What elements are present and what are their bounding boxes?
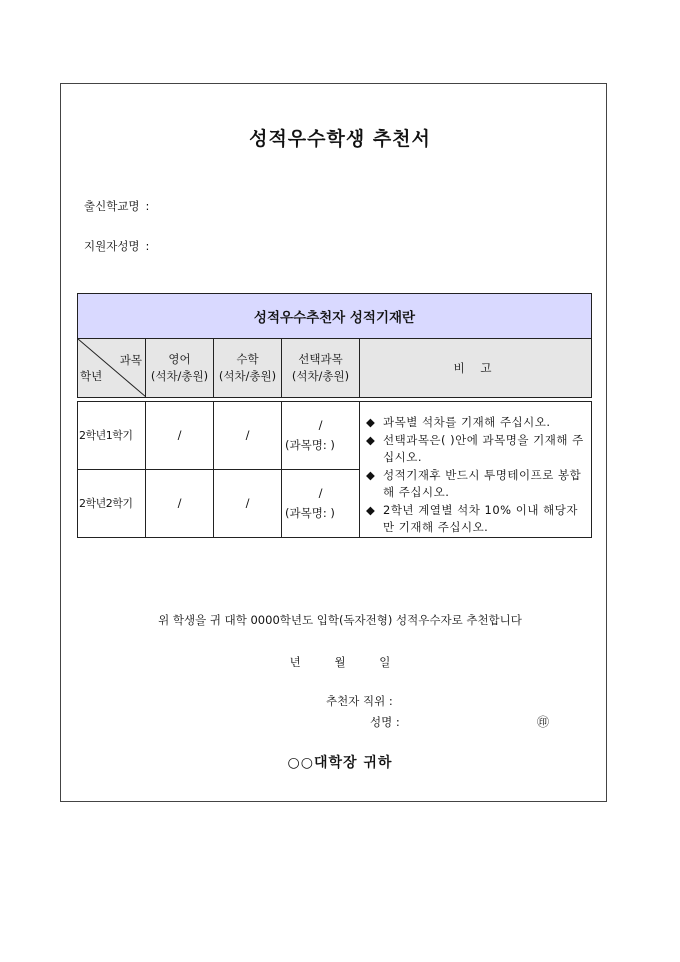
math-header-sub: (석차/총원) [218, 369, 277, 383]
note-text: 2학년 계열별 석차 10% 이내 해당자만 기재해 주십시오. [383, 502, 578, 534]
diamond-bullet-icon: ◆ [366, 502, 376, 517]
school-name-field [84, 198, 149, 214]
recommender-position-label: 추천자 직위 : [326, 694, 393, 708]
diamond-bullet-icon: ◆ [366, 432, 376, 447]
table-banner: 성적우수추천자 성적기재란 [78, 294, 592, 339]
table-row [78, 402, 592, 470]
diagonal-header-cell [78, 339, 146, 398]
note-text: 선택과목은( )안에 과목명을 기재해 주십시오. [383, 432, 584, 464]
note-text: 성적기재후 반드시 투명테이프로 봉합해 주십시오. [383, 467, 582, 499]
school-name-separator: : [145, 199, 150, 213]
elective-subject-name: (과목명: ) [285, 438, 335, 453]
applicant-name-field [84, 238, 149, 254]
day-label: 일 [379, 655, 391, 669]
year-label: 년 [289, 655, 301, 669]
grade-record-table [77, 293, 592, 538]
grade-axis-label: 학년 [80, 369, 103, 383]
diamond-bullet-icon: ◆ [366, 415, 376, 429]
diamond-bullet-icon: ◆ [366, 467, 376, 482]
math-rank-cell[interactable]: / [214, 469, 282, 537]
recommender-name-label: 성명 : [370, 715, 400, 729]
elective-rank-value: / [318, 486, 323, 501]
note-item [366, 432, 585, 467]
date-line [0, 654, 680, 670]
math-rank-cell[interactable]: / [214, 402, 282, 470]
elective-header-name: 선택과목 [298, 352, 343, 366]
english-header [146, 339, 214, 398]
applicant-name-separator: : [145, 239, 150, 253]
document-title: 성적우수학생 추천서 [249, 128, 431, 150]
note-text: 과목별 석차를 기재해 주십시오. [383, 415, 551, 429]
note-item [366, 414, 585, 432]
term-cell: 2학년2학기 [78, 469, 146, 537]
elective-header [282, 339, 360, 398]
applicant-name-label: 지원자성명 [84, 239, 140, 253]
elective-rank-cell[interactable] [282, 469, 360, 537]
remarks-notes [360, 402, 592, 538]
month-label: 월 [334, 655, 346, 669]
english-header-name: 영어 [168, 352, 191, 366]
elective-header-sub: (석차/총원) [291, 369, 350, 383]
english-rank-cell[interactable]: / [146, 402, 214, 470]
note-item [366, 502, 585, 537]
math-header [214, 339, 282, 398]
elective-rank-cell[interactable] [282, 402, 360, 470]
subject-axis-label: 과목 [119, 353, 142, 367]
note-item [366, 467, 585, 502]
recommendation-statement: 위 학생을 귀 대학 0000학년도 입학(독자전형) 성적우수자로 추천합니다 [158, 613, 522, 627]
english-header-sub: (석차/총원) [150, 369, 209, 383]
addressee: ○○대학장 귀하 [287, 755, 393, 771]
math-header-name: 수학 [236, 352, 259, 366]
term-cell: 2학년1학기 [78, 402, 146, 470]
elective-rank-value: / [318, 418, 323, 433]
english-rank-cell[interactable]: / [146, 469, 214, 537]
seal-icon: ㊞ [537, 715, 550, 729]
elective-subject-name: (과목명: ) [285, 506, 335, 521]
school-name-label: 출신학교명 [84, 199, 140, 213]
remarks-header: 비 고 [360, 339, 592, 398]
